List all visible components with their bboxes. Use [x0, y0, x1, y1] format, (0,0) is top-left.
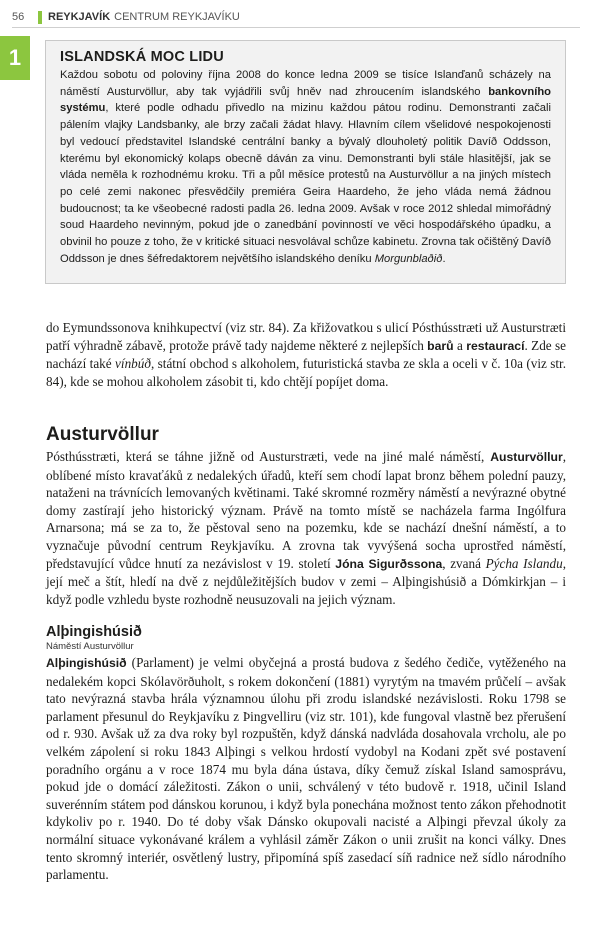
box-title: ISLANDSKÁ MOC LIDU	[60, 49, 224, 65]
box-italic-term: Morgunblaðið	[374, 252, 443, 265]
intro-section	[46, 319, 566, 390]
section-number-tab: 1	[0, 36, 30, 80]
running-header	[12, 8, 240, 26]
althingi-section	[46, 624, 566, 884]
text-part: a	[453, 337, 467, 353]
section-heading: Austurvöllur	[46, 424, 159, 445]
text-part: Pósthússtræti, která se táhne jižně od Austurstræti, vede na jiné malé náměstí,	[46, 449, 491, 464]
location-subtitle: Náměstí Austurvöllur	[46, 641, 134, 652]
sidebar-box	[45, 40, 566, 284]
book-title: REYKJAVÍK	[48, 11, 111, 23]
bold-term: Austurvöllur	[490, 450, 563, 464]
bold-term: Jóna Sigurðssona	[335, 556, 443, 571]
text-part: . Zde se nachází také	[46, 337, 566, 372]
box-text-part: .	[442, 252, 446, 265]
italic-term: vínbúð	[115, 356, 151, 372]
althingi-paragraph	[46, 654, 566, 884]
bold-term: Alþingishúsið	[46, 656, 127, 670]
box-bold-term: bankovního systému	[60, 85, 551, 115]
austurvollur-paragraph	[46, 448, 566, 608]
page-number: 56	[12, 11, 25, 23]
austurvollur-section	[46, 424, 566, 608]
text-part: , zvaná	[442, 555, 486, 571]
italic-term: Pýcha Islandu	[485, 555, 563, 571]
text-part: , státní obchod s alkoholem, futuristická stavba ze skla a oceli v č. 10a (viz str. 84), kde se mohou alkoholem zásobit ti, kdo chtějí popíjet doma.	[46, 356, 566, 389]
intro-paragraph	[46, 319, 566, 390]
box-text-part: , které podle odhadu přivedlo na mizinu každou pátou rodinu. Demonstranti začali pálením vlajky Landsbanky, ale brzy začali žádat hlavy. Hlavním cílem všelidové nespokojenosti byl vedoucí představitel Islandské centrální banky a bývalý dlouholetý politik Davíð Oddsson, kterému byl ekonomický kolaps obecně dáván za vinu. Demonstranti byli stále hlasitější, jak se vláda neměla k rozhodnému kroku. Tři a půl měsíce protestů na Austurvöllur a na jiných místech po celé zemi nakonec přesvědčily premiéra Geira Haardeho, že jeho vláda nemá žádnou budoucnost; ta ke všeobecné radosti padla 26. ledna 2009. Avšak v roce 2012 shledal mimořádný soud Haardeho nevinným, pokud jde o zanedbání povinností ve věci hospodářského úpadku, a obvinil ho pouze z toho, že v kritické situaci nesvolával schůze kabinetu. Zrovna tak očištěný Davíð Oddsson je dnes šéfredaktorem největšího islandského deníku	[60, 102, 551, 265]
box-text-part: Každou sobotu od poloviny října 2008 do konce ledna 2009 se tisíce Islanďanů scházely na náměstí Austurvöllur, aby tak vyjádřili svůj hněv nad zhroucením islandského	[60, 69, 551, 98]
bold-term: barů	[427, 338, 454, 353]
text-part: , její meč a štít, hledí na dvě z nejdůležitějších budov v zemi – Alþingishúsið a Dómkirkjan – i když podle vzhledu byste rozhodně neusuzovali na jejich význam.	[46, 555, 567, 607]
text-part: , oblíbené místo kravaťáků z nedalekých úřadů, kteří sem chodí lapat bronz během polední pauzy, nataženi na trávnících lemovaných květinami. Také skromné rozměry náměstí a nevýrazné obytné domy zastírají jeho historický význam. Právě na tomto místě se nacházela farma Ingólfura Arnarsona; má se za to, že pěstoval seno na pozemku, kde se nachází dnešní náměstí, a to vyznačuje původní centrum Reykjavíku. A zrovna tak vyvýšená socha uprostřed náměstí, představující vůdce hnutí za nezávislost v 19. století	[46, 449, 566, 571]
subsection-heading: Alþingishúsið	[46, 624, 142, 640]
box-text	[60, 67, 551, 267]
header-rule	[12, 27, 580, 28]
chapter-title: CENTRUM REYKJAVÍKU	[114, 11, 240, 23]
bold-term: restaurací	[466, 338, 525, 353]
text-part: (Parlament) je velmi obyčejná a prostá budova z šedého čediče, vytěženého na nedalekém kopci Skólavörðuholt, s rokem dokončení (1881) vyrytým na tmavém průčelí – avšak tato nevýrazná stavba hrála významnou úlohu při zrodu islandské nezávislosti. Roku 1798 se parlament přesunul do Reykjavíku z Þingvelliru (viz str. 101), kde fungoval vlastně bez přerušení od r. 930. Avšak už za dva roky byl rozpuštěn, když dánská nadvláda dosahovala vrcholu, ale po velkém zápolení si roku 1843 Alþingi s velkou hrdostí vydobyl na Kodani zpět své postavení poradního orgánu a v roce 1874 mu byla dána ústava, díky čemuž získal Island samosprávu, pokud jde o domácí záležitosti. Zákon o unii, schválený v této budově r. 1918, učinil Island suverénním státem pod dánskou korunou, i když byla ponechána možnost tento zákon přehodnotit kdykoliv po r. 1940. Do té doby však Dánsko okupovali nacisté a Alþingi převzal úkoly za normální situace vykonávané králem a vyhlásil záměr Zákon o unii zrušit na konci války. Dnes tento skromný interiér, osvětlený lustry, připomíná spíš zasedací síň radnice než sídlo národního parlamentu.	[46, 655, 566, 883]
text-part: do Eymundssonova knihkupectví (viz str. 84). Za křižovatkou s ulicí Pósthússtræti už Austurstræti patří výhradně zábavě, protože právě tady najdeme některé z nejlepších	[46, 320, 566, 353]
header-accent-bar	[38, 11, 42, 24]
